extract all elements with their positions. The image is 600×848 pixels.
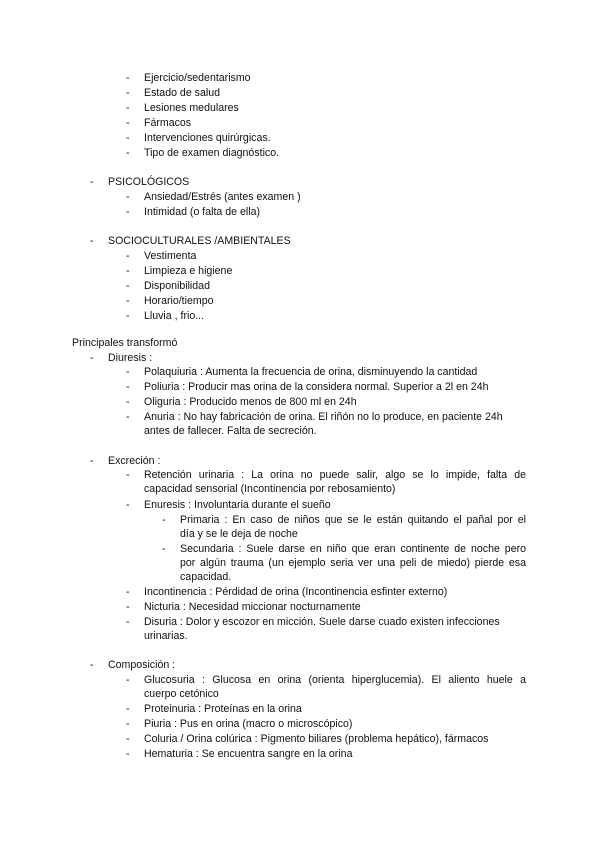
bullet-dash: - [90,176,94,188]
bullet-dash: - [126,616,130,628]
bullet-dash: - [162,543,166,555]
bullet-dash: - [126,703,130,715]
bullet-dash: - [126,117,130,129]
bullet-dash: - [126,748,130,760]
bullet-dash: - [126,191,130,203]
bullet-dash: - [126,295,130,307]
bullet-dash: - [126,396,130,408]
bullet-dash: - [126,381,130,393]
bullet-dash: - [126,718,130,730]
list-item: Piuria : Pus en orina (macro o microscópico) [144,718,353,730]
list-item: Ejercicio/sedentarismo [144,72,251,84]
list-item-disuria: Disuria : Dolor y escozor en micción. Suele darse cuado existen infecciones [144,616,500,628]
list-item: Vestimenta [144,250,197,262]
list-item-anuria-cont: antes de fallecer. Falta de secreción. [144,425,317,437]
list-item-primaria: Primaria : En caso de niños que se le están quitando el pañal por el [180,514,526,526]
list-item-disuria-cont: urinarias. [144,630,188,642]
section-heading-composicion: Composición : [108,659,176,671]
list-item: Fármacos [144,117,192,129]
list-item-retencion: Retención urinaria : La orina no puede salir, algo se lo impide, falta de [144,469,526,481]
list-item-secundaria: Secundaria : Suele darse en niño que eran continente de noche pero [180,543,526,555]
list-item-nicturia: Nicturia : Necesidad miccionar nocturnamente [144,601,361,613]
list-item-primaria-cont: día y se le deja de noche [180,528,298,540]
list-item: Lesiones medulares [144,102,239,114]
list-item: Ansiedad/Estrés (antes examen ) [144,191,301,203]
bullet-dash: - [126,601,130,613]
list-item: Disponibilidad [144,280,210,292]
bullet-dash: - [126,411,130,423]
list-item-enuresis: Enuresis : Involuntaria durante el sueño [144,499,331,511]
bullet-dash: - [90,659,94,671]
list-item: Intimidad (o falta de ella) [144,206,261,218]
paragraph-title: Principales transformó [72,337,178,349]
list-item: Tipo de examen diagnóstico. [144,147,280,159]
bullet-dash: - [126,206,130,218]
bullet-dash: - [126,102,130,114]
list-item-retencion-cont: capacidad sensorial (Incontinencia por rebosamiento) [144,483,396,495]
list-item: Lluvia , frio... [144,310,205,322]
bullet-dash: - [126,499,130,511]
list-item-incontinencia: Incontinencia : Pérdidad de orina (Incontinencia esfinter externo) [144,586,448,598]
section-heading-diuresis: Diuresis : [108,352,153,364]
bullet-dash: - [126,469,130,481]
bullet-dash: - [126,586,130,598]
section-heading-excrecion: Excreción : [108,455,161,467]
bullet-dash: - [126,366,130,378]
bullet-dash: - [126,72,130,84]
bullet-dash: - [126,132,130,144]
bullet-dash: - [126,280,130,292]
bullet-dash: - [126,250,130,262]
list-item: Intervenciones quirúrgicas. [144,132,271,144]
list-item: Coluria / Orina colúrica : Pigmento biliares (problema hepático), fármacos [144,733,489,745]
list-item: Estado de salud [144,87,220,99]
list-item-glucosuria: Glucosuria : Glucosa en orina (orienta hiperglucemia). El aliento huele a [144,674,526,686]
bullet-dash: - [162,514,166,526]
bullet-dash: - [126,310,130,322]
bullet-dash: - [126,733,130,745]
list-item: Hematuria : Se encuentra sangre en la orina [144,748,353,760]
list-item: Proteinuria : Proteínas en la orina [144,703,302,715]
bullet-dash: - [126,674,130,686]
bullet-dash: - [90,352,94,364]
bullet-dash: - [126,87,130,99]
section-heading-socioculturales: SOCIOCULTURALES /AMBIENTALES [108,235,291,247]
list-item-secundaria-cont: capacidad. [180,571,232,583]
list-item: Horario/tiempo [144,295,214,307]
list-item: Limpieza e higiene [144,265,233,277]
section-heading-psicologicos: PSICOLÓGICOS [108,176,190,188]
list-item: Poliuria : Producir mas orina de la considera normal. Superior a 2l en 24h [144,381,489,393]
list-item-glucosuria-cont: cuerpo cetónico [144,688,219,700]
bullet-dash: - [126,265,130,277]
list-item-secundaria-cont: por algún trauma (un ejemplo seria ver una peli de miedo) pierde esa [180,557,526,569]
bullet-dash: - [126,147,130,159]
bullet-dash: - [90,235,94,247]
list-item-anuria: Anuria : No hay fabricación de orina. El riñón no lo produce, en paciente 24h [144,411,503,423]
bullet-dash: - [90,455,94,467]
list-item: Oliguria : Producido menos de 800 ml en 24h [144,396,357,408]
list-item: Polaquiuria : Aumenta la frecuencia de orina, disminuyendo la cantidad [144,366,478,378]
